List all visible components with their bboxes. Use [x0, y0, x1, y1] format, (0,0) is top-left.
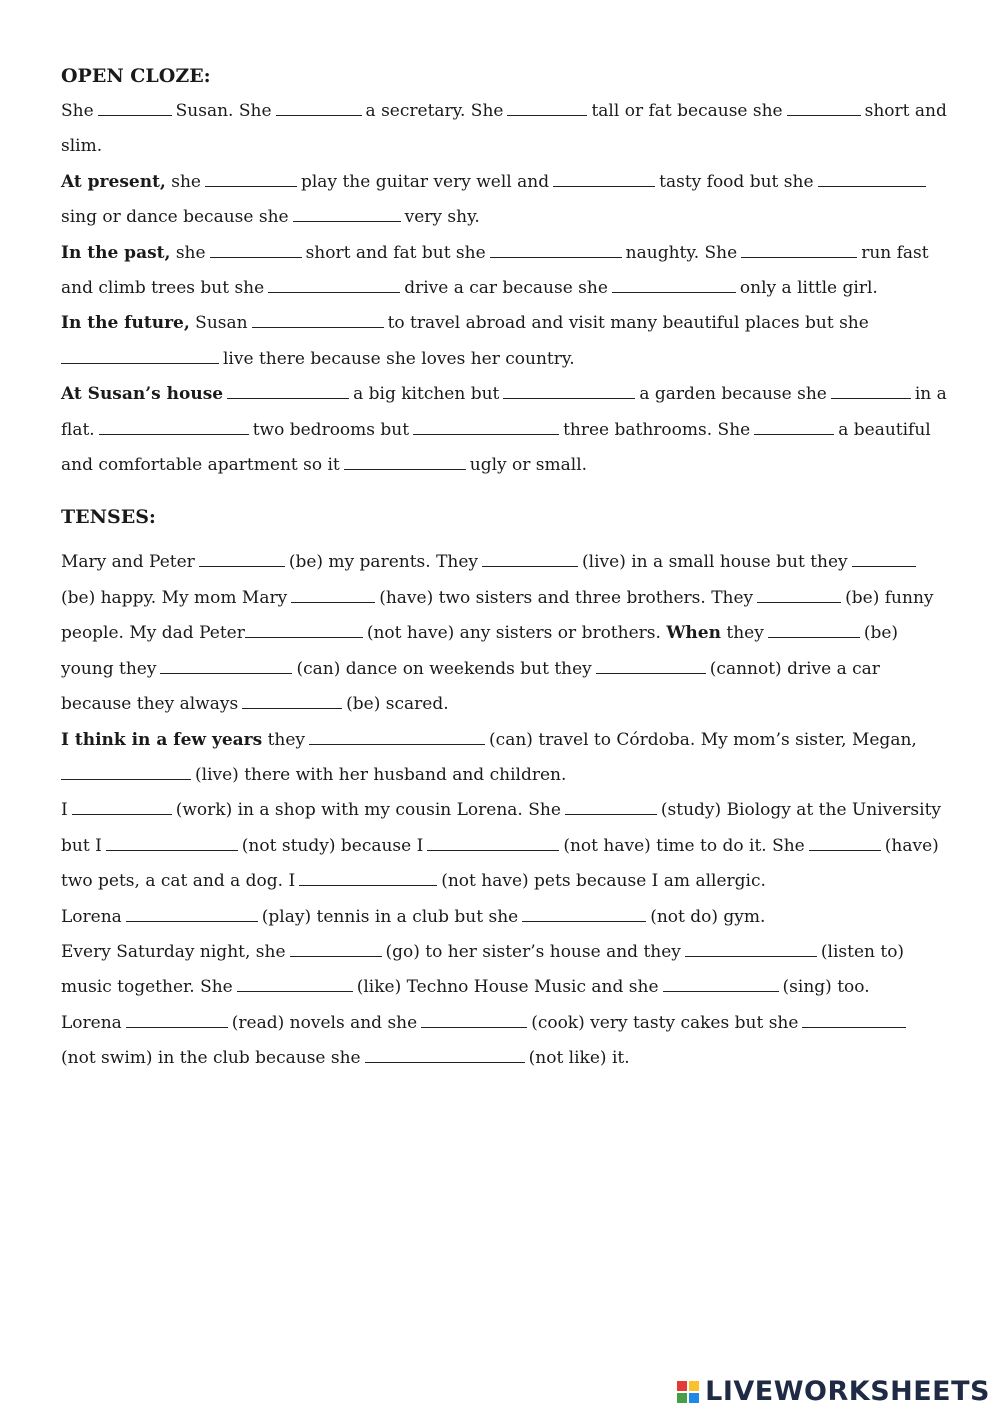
text: live there because she loves her country.: [223, 348, 575, 369]
text: (be): [863, 623, 899, 644]
blank-field[interactable]: [421, 1026, 527, 1028]
text: (go) to her sister’s house and they: [385, 941, 681, 962]
blank-field[interactable]: [99, 433, 249, 435]
logo-square-yellow: [689, 1381, 699, 1391]
bold-lead: At Susan’s house: [61, 384, 224, 405]
text: young they: [61, 658, 157, 679]
text: (study) Biology at the University: [660, 800, 942, 821]
blank-field[interactable]: [413, 433, 559, 435]
liveworksheets-logo: [677, 1376, 990, 1407]
text: (can) travel to Córdoba. My mom’s sister, Megan,: [489, 729, 917, 750]
bold-lead: In the future,: [61, 313, 190, 334]
blank-field[interactable]: [299, 884, 437, 886]
text: in a: [914, 384, 947, 405]
text: but I: [61, 835, 102, 856]
bold-lead: I think in a few years: [61, 729, 263, 750]
section-title-open-cloze: OPEN CLOZE:: [61, 65, 211, 87]
logo-text: LIVEWORKSHEETS: [705, 1376, 990, 1407]
blank-field[interactable]: [482, 565, 578, 567]
text: Susan: [195, 313, 248, 334]
blank-field[interactable]: [522, 920, 646, 922]
blank-field[interactable]: [242, 707, 342, 709]
blank-field[interactable]: [741, 256, 857, 258]
text: drive a car because she: [404, 278, 608, 299]
text: to travel abroad and visit many beautiful places but she: [387, 313, 869, 334]
blank-field[interactable]: [365, 1061, 525, 1063]
text: Susan. She: [175, 101, 272, 121]
text: (be) scared.: [346, 694, 449, 715]
blank-field[interactable]: [553, 185, 655, 187]
text: (play) tennis in a club but she: [261, 906, 519, 927]
blank-field[interactable]: [818, 185, 926, 187]
text: (not have) pets because I am allergic.: [441, 871, 766, 892]
blank-field[interactable]: [663, 990, 779, 992]
text: (can) dance on weekends but they: [296, 658, 592, 679]
paragraph: [61, 545, 961, 722]
blank-field[interactable]: [61, 778, 191, 780]
blank-field[interactable]: [768, 636, 860, 638]
blank-field[interactable]: [126, 1026, 228, 1028]
text: sing or dance because she: [61, 207, 289, 228]
text: Mary and Peter: [61, 552, 195, 573]
text: she: [171, 171, 201, 192]
text: (not like) it.: [528, 1048, 630, 1069]
blank-field[interactable]: [787, 114, 861, 116]
text: (not have) any sisters or brothers.: [366, 623, 661, 644]
blank-field[interactable]: [852, 565, 916, 567]
blank-field[interactable]: [596, 672, 706, 674]
blank-field[interactable]: [245, 636, 363, 638]
blank-field[interactable]: [503, 397, 635, 399]
logo-square-red: [677, 1381, 687, 1391]
blank-field[interactable]: [490, 256, 622, 258]
text: very shy.: [404, 207, 480, 228]
text: (read) novels and she: [231, 1012, 418, 1033]
blank-field[interactable]: [72, 813, 172, 815]
paragraph: [61, 935, 961, 1006]
text: (live) there with her husband and children.: [195, 764, 567, 785]
blank-field[interactable]: [809, 849, 881, 851]
text: Every Saturday night, she: [61, 941, 286, 962]
text: (listen to): [820, 941, 905, 962]
text: a garden because she: [639, 384, 827, 405]
blank-field[interactable]: [309, 743, 485, 745]
blank-field[interactable]: [98, 114, 172, 116]
paragraph: [61, 306, 961, 377]
text: a beautiful: [838, 419, 931, 440]
paragraph: [61, 900, 961, 935]
logo-square-green: [677, 1393, 687, 1403]
text: (cannot) drive a car: [709, 658, 880, 679]
bold-lead: At present,: [61, 171, 166, 192]
blank-field[interactable]: [268, 291, 400, 293]
blank-field[interactable]: [237, 990, 353, 992]
text: Lorena: [61, 1012, 122, 1033]
blank-field[interactable]: [507, 114, 587, 116]
text: (have) two sisters and three brothers. They: [379, 587, 754, 608]
paragraph: [61, 793, 961, 899]
text: Lorena: [61, 906, 122, 927]
paragraph: [61, 1006, 961, 1077]
blank-field[interactable]: [160, 672, 292, 674]
logo-square-blue: [689, 1393, 699, 1403]
blank-field[interactable]: [276, 114, 362, 116]
blank-field[interactable]: [427, 849, 559, 851]
paragraph: [61, 377, 961, 483]
text: she: [175, 242, 206, 263]
open-cloze-body: [61, 94, 961, 483]
blank-field[interactable]: [612, 291, 736, 293]
text: because they always: [61, 694, 239, 715]
text: run fast: [861, 242, 929, 263]
text: and comfortable apartment so it: [61, 455, 340, 476]
text: I: [61, 800, 68, 821]
text: short and: [864, 101, 947, 121]
blank-field[interactable]: [205, 185, 297, 187]
text: three bathrooms. She: [563, 419, 751, 440]
text: two bedrooms but: [252, 419, 410, 440]
worksheet: [61, 58, 961, 1077]
blank-field[interactable]: [252, 326, 384, 328]
text: (cook) very tasty cakes but she: [531, 1012, 799, 1033]
paragraph: [61, 165, 961, 236]
text: (sing) too.: [782, 977, 870, 998]
tenses-body: [61, 545, 961, 1076]
text: (have): [884, 835, 939, 856]
bold-lead: When: [666, 623, 721, 644]
text: (be) my parents. They: [288, 552, 479, 573]
text: (not swim) in the club because she: [61, 1048, 361, 1069]
text: (be) funny: [845, 587, 934, 608]
text: two pets, a cat and a dog. I: [61, 871, 296, 892]
text: people. My dad Peter: [61, 623, 245, 644]
text: naughty. She: [625, 242, 738, 263]
text: tasty food but she: [659, 171, 814, 192]
blank-field[interactable]: [757, 601, 841, 603]
text: music together. She: [61, 977, 233, 998]
blank-field[interactable]: [344, 468, 466, 470]
blank-field[interactable]: [565, 813, 657, 815]
text: they: [267, 729, 306, 750]
text: play the guitar very well and: [300, 171, 550, 192]
paragraph: [61, 236, 961, 307]
text: (not study) because I: [241, 835, 424, 856]
text: they: [726, 623, 764, 644]
blank-field[interactable]: [61, 362, 219, 364]
text: short and fat but she: [305, 242, 486, 263]
text: (live) in a small house but they: [582, 552, 848, 573]
blank-field[interactable]: [754, 433, 834, 435]
blank-field[interactable]: [210, 256, 302, 258]
text: (not do) gym.: [650, 906, 766, 927]
text: a secretary. She: [365, 101, 504, 121]
text: She: [61, 101, 94, 121]
text: ugly or small.: [469, 455, 588, 476]
text: tall or fat because she: [591, 101, 783, 121]
text: (not have) time to do it. She: [563, 835, 805, 856]
text: (be) happy. My mom Mary: [61, 587, 288, 608]
blank-field[interactable]: [293, 220, 401, 222]
blank-field[interactable]: [227, 397, 349, 399]
blank-field[interactable]: [831, 397, 911, 399]
blank-field[interactable]: [802, 1026, 906, 1028]
text: and climb trees but she: [61, 278, 265, 299]
section-title-tenses: TENSES:: [61, 506, 156, 529]
blank-field[interactable]: [290, 955, 382, 957]
liveworksheets-logo-icon: [677, 1381, 699, 1403]
text: (like) Techno House Music and she: [356, 977, 659, 998]
text: a big kitchen but: [353, 384, 500, 405]
text: (work) in a shop with my cousin Lorena. She: [175, 800, 561, 821]
blank-field[interactable]: [685, 955, 817, 957]
blank-field[interactable]: [199, 565, 285, 567]
text: flat.: [61, 419, 95, 440]
blank-field[interactable]: [291, 601, 375, 603]
paragraph: [61, 723, 961, 794]
paragraph: [61, 94, 961, 165]
blank-field[interactable]: [106, 849, 238, 851]
blank-field[interactable]: [126, 920, 258, 922]
text: slim.: [61, 136, 103, 157]
text: only a little girl.: [739, 278, 878, 299]
bold-lead: In the past,: [61, 242, 171, 263]
